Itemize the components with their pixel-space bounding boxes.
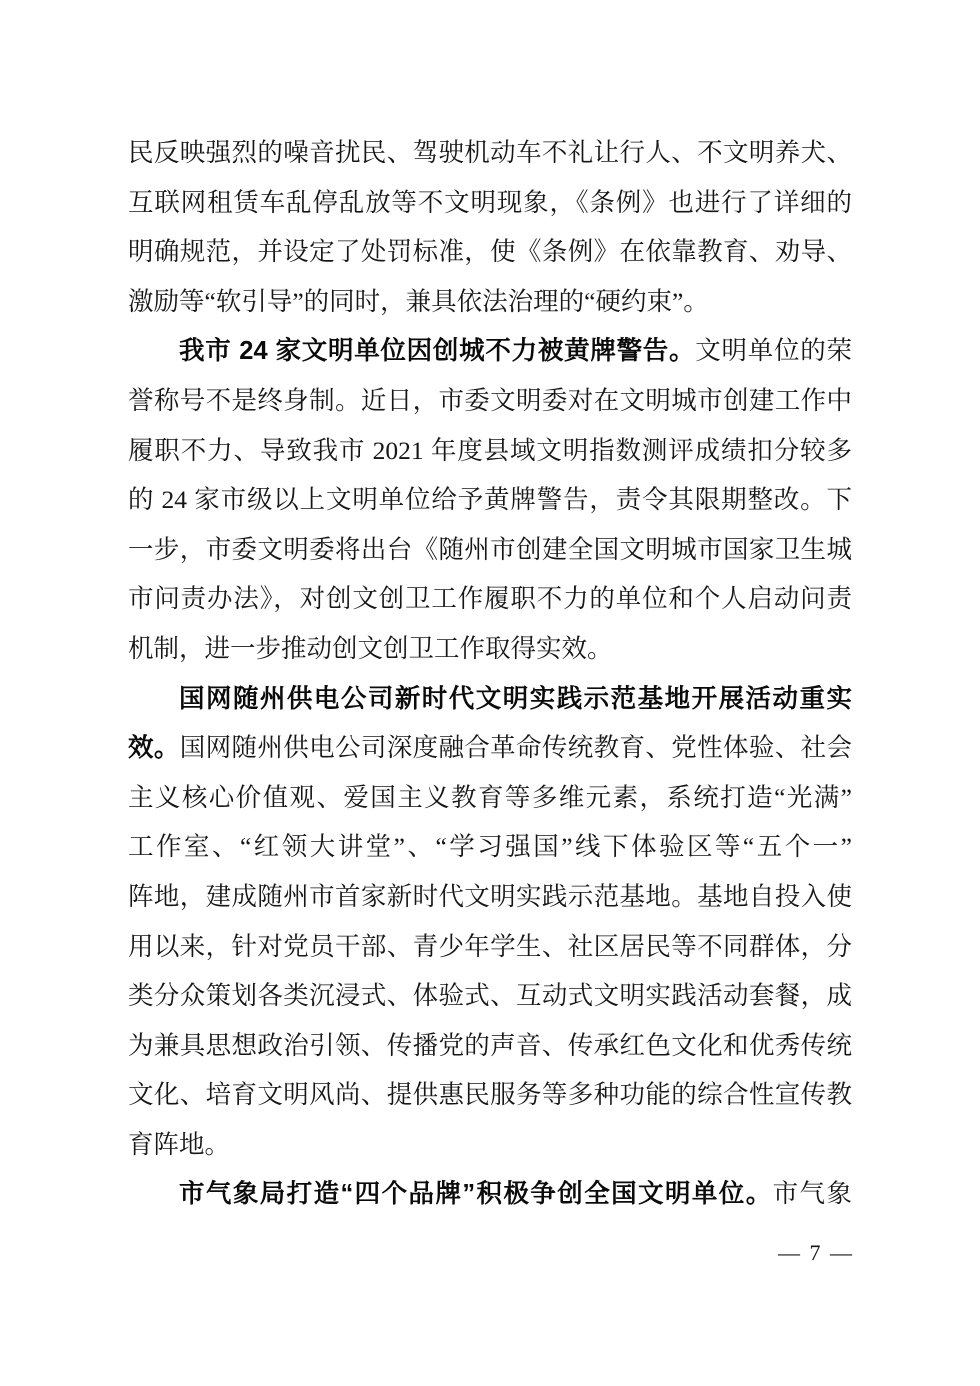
text-line [128,128,852,178]
text-line [128,674,852,724]
text-line [128,624,852,674]
body-text: 机制，进一步推动创文创卫工作取得实效。 [128,633,613,663]
text-block [128,128,852,1219]
text-line [128,326,852,376]
text-line [128,822,852,872]
body-text: 市问责办法》，对创文创卫工作履职不力的单位和个人启动问责 [128,584,852,614]
body-text: 民反映强烈的噪音扰民、驾驶机动车不礼让行人、不文明养犬、 [128,138,852,167]
body-text: 市气象 [772,1179,852,1209]
body-text: 阵地，建成随州市首家新时代文明实践示范基地。基地自投入使 [128,881,852,911]
text-line [128,1120,852,1170]
body-text: 工作室、“红领大讲堂”、“学习强国”线下体验区等“五个一” [128,832,852,862]
body-text: 誉称号不是终身制。近日，市委文明委对在文明城市创建工作中 [128,385,852,415]
body-text: 为兼具思想政治引领、传播党的声音、传承红色文化和优秀传统 [128,1030,852,1060]
text-line [128,971,852,1021]
body-text: 类分众策划各类沉浸式、体验式、互动式文明实践活动套餐，成 [128,981,852,1011]
body-text: 文明单位的荣 [695,336,852,366]
text-line [128,922,852,972]
page-number-footer: — 7 — [778,1240,854,1265]
body-text: 的 24 家市级以上文明单位给予黄牌警告，责令其限期整改。下 [128,485,852,515]
emphasis-text: 国网随州供电公司新时代文明实践示范基地开展活动重实 [179,684,852,713]
body-text: 主义核心价值观、爱国主义教育等多维元素，系统打造“光满” [128,782,852,812]
paragraph [128,1169,852,1219]
body-text: 激励等“软引导”的同时，兼具依法治理的“硬约束”。 [128,286,709,316]
text-line [128,1070,852,1120]
body-text: 国网随州供电公司深度融合革命传统教育、党性体验、社会 [179,733,852,763]
emphasis-text: 我市 24 家文明单位因创城不力被黄牌警告。 [179,337,696,366]
text-line [128,277,852,327]
body-text: 一步，市委文明委将出台《随州市创建全国文明城市国家卫生城 [128,534,852,564]
text-line [128,178,852,228]
body-text: 互联网租赁车乱停乱放等不文明现象，《条例》也进行了详细的 [128,187,852,217]
text-line [128,475,852,525]
body-text: 育阵地。 [128,1129,231,1159]
text-line [128,773,852,823]
emphasis-text: 效。 [128,734,180,763]
text-line [128,723,852,773]
emphasis-text: 市气象局打造“四个品牌”积极争创全国文明单位。 [179,1180,773,1209]
text-line [128,574,852,624]
paragraph [128,128,852,326]
text-line [128,1169,852,1219]
text-line [128,525,852,575]
text-line [128,227,852,277]
body-text: 明确规范，并设定了处罚标准，使《条例》在依靠教育、劝导、 [128,237,852,267]
body-text: 用以来，针对党员干部、青少年学生、社区居民等不同群体，分 [128,931,852,961]
paragraph [128,674,852,1170]
body-text: 履职不力、导致我市 2021 年度县域文明指数测评成绩扣分较多 [128,435,852,465]
text-line [128,1021,852,1071]
text-line [128,376,852,426]
text-line [128,872,852,922]
body-text: 文化、培育文明风尚、提供惠民服务等多种功能的综合性宣传教 [128,1080,852,1110]
text-line [128,426,852,476]
paragraph [128,326,852,673]
